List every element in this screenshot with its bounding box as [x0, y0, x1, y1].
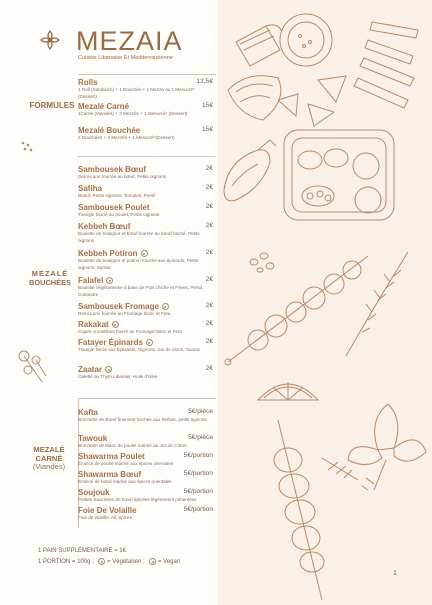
item-description: Petites Saucisses de bœuf épicées légèrement pimentées [78, 497, 197, 502]
item-name: Mezalé Bouchée [78, 126, 141, 135]
item-name: Rolls [78, 78, 98, 87]
menu-item [78, 78, 213, 101]
item-description: Boulette de boulgour et bœuf fourrée au bœuf haché, Petits oignons [78, 231, 200, 243]
item-description: Triangle fourré au poulet, Petits oignons [78, 212, 160, 217]
item-price: 5€/pièce [188, 434, 213, 441]
item-price: 15€ [201, 102, 213, 109]
formules-top-divider [78, 74, 216, 75]
food-illustrations [218, 0, 432, 605]
item-description: Triangle farcie aux Épinards, Oignons, Jus de citron, Sumac [78, 347, 201, 352]
item-description: 1Carné (Viandes) + 3 Mezzés + 1 Mesucré* (Dessert) [78, 111, 188, 116]
item-description: Boulette végétarienne à base de Pois chiche et Fèves, Persil, Coriandre [78, 285, 204, 297]
vegetarian-icon [162, 303, 169, 310]
menu-item [78, 338, 213, 354]
cigars-illustration [354, 22, 418, 108]
hummus-bowl-illustration [280, 14, 332, 66]
item-name: Soujouk [78, 488, 110, 497]
item-description: Brochette de blanc de poulet mariné au Jus de Citron [78, 443, 187, 448]
item-description: Cigare croustillant fourré au Fromage blanc et Feta [78, 329, 182, 334]
item-name: Kafta [78, 408, 99, 417]
page-number: 1 [393, 570, 397, 577]
item-description: Galette au Thym Libanais, Huile d'olive [78, 374, 158, 379]
section-label-line: (Viandes) [32, 462, 66, 472]
item-description: 2 Bouchées + 3 Mezzés + 1 Mesucré*(Dessert) [78, 135, 175, 140]
menu-item [78, 165, 213, 181]
footer-extra-bread: 1 PAIN SUPPLÉMENTAIRE = 1€ [38, 548, 126, 554]
item-price: 12,5€ [196, 78, 213, 85]
item-description: Demi-Lune fourrée au Fromage blanc et Feta [78, 311, 171, 316]
item-name: Sambousek Fromage [78, 302, 159, 311]
sprig-icon [16, 346, 52, 386]
menu-item [78, 276, 213, 299]
item-price: 15€ [201, 126, 213, 133]
item-price: 2€ [205, 184, 213, 191]
item-name: Mezalé Carné [78, 102, 130, 111]
lemon-illustration [258, 382, 318, 400]
item-price: 2€ [205, 320, 213, 327]
item-description: Brochette de Bœuf finement hachée aux herbes, petits oignons [78, 417, 207, 422]
section-label-line: MEZALÉ [31, 269, 69, 278]
menu-item [78, 408, 213, 424]
item-price: 2€ [205, 302, 213, 309]
item-price: 2€ [205, 249, 213, 256]
item-price: 5€/portion [183, 488, 213, 495]
menu-item [78, 102, 213, 118]
section-label-line: CARNÉ [35, 453, 63, 463]
item-price: 5€/portion [183, 452, 213, 459]
menu-item [78, 452, 213, 468]
item-name: Safiha [78, 184, 103, 193]
item-price: 2€ [205, 222, 213, 229]
section-label-bouchees [22, 270, 78, 287]
menu-item [78, 249, 213, 272]
menu-item [78, 222, 213, 245]
section-label-line: BOUCHÉES [29, 277, 71, 287]
item-name: Shawarma Poulet [78, 452, 145, 461]
vegetarian-icon [98, 558, 105, 565]
menu-item [78, 126, 213, 142]
seeds-illustration [250, 253, 274, 272]
footer-vegetarian-label: = Végétarien ; [107, 559, 145, 566]
section-label-carne [22, 446, 76, 472]
footer-legend [38, 558, 180, 565]
item-name: Shawarma Bœuf [78, 470, 142, 479]
item-name: Rakakat [78, 320, 109, 329]
vegetarian-icon [141, 250, 148, 257]
samosa-illustration [278, 76, 346, 126]
section-label-line: MEZALÉ [33, 445, 65, 454]
item-name: Kebbeh Potiron [78, 249, 138, 258]
item-price: 5€/portion [183, 470, 213, 477]
vegan-icon [105, 366, 112, 373]
item-description: Émincé de poulet mariné aux épices orientales [78, 461, 174, 466]
food-illustration-panel [218, 0, 432, 605]
vegetarian-icon [112, 321, 119, 328]
eggplant-illustration [224, 140, 276, 201]
item-price: 2€ [205, 365, 213, 372]
item-description: Boeuf, Petits oignons, Tomates, Persil [78, 193, 156, 198]
item-description: 1 Roll (Sandwich) + 1 Bouchée + 1 Mezza ou 1 Mesucré*(Dessert) [78, 87, 195, 99]
item-name: Tawouk [78, 434, 108, 443]
vegan-icon [106, 277, 113, 284]
menu-item [78, 320, 213, 336]
item-name: Kebbeh Bœuf [78, 222, 131, 231]
item-name: Foie De Volaille [78, 506, 137, 515]
item-name: Fatayer Épinards [78, 338, 143, 347]
item-description: Émincé de bœuf mariné aux épices orientales [78, 479, 172, 484]
menu-item [78, 470, 213, 486]
saffron-flower-illustration [348, 404, 426, 490]
lotus-logo-icon [38, 28, 62, 52]
herbs-illustration [322, 458, 358, 480]
vegan-icon [149, 558, 156, 565]
skewer-illustration [225, 256, 368, 365]
decorative-dots-icon [20, 140, 36, 154]
item-name: Sambousek Bœuf [78, 165, 147, 174]
footer-portion: 1 PORTION = 100g ; [38, 559, 94, 566]
menu-item [78, 184, 213, 200]
menu-item [78, 203, 213, 219]
menu-item [78, 365, 213, 381]
item-price: 2€ [205, 165, 213, 172]
item-name: Zaatar [78, 365, 103, 374]
brand-title: MEZAIA [76, 26, 183, 56]
item-description: Foie de volaille, Ail, épices [78, 515, 132, 520]
menu-item [78, 506, 213, 522]
wrap-illustration [228, 25, 282, 120]
item-price: 2€ [205, 338, 213, 345]
mezze-platter-illustration [284, 130, 394, 220]
item-price: 5€/portion [183, 506, 213, 513]
item-description: Boulette de boulgour et potiron fourrée aux épinards, Petits oignons, Sumac [78, 258, 199, 270]
item-price: 2€ [205, 276, 213, 283]
vegan-icon [146, 339, 153, 346]
item-price: 5€/pièce [188, 408, 213, 415]
rosemary-illustration [346, 252, 408, 356]
menu-item [78, 302, 213, 318]
chicken-skewer-illustration [274, 420, 324, 600]
item-name: Sambousek Poulet [78, 203, 150, 212]
item-description: Demi-Lune fourrée au bœuf, Petits oignons [78, 174, 167, 179]
brand-subtitle: Cuisine Libanaise Et Mediterranéenne [78, 55, 173, 61]
carne-top-divider [78, 398, 216, 399]
menu-item [78, 434, 213, 450]
section-label-formules: FORMULES [29, 101, 75, 110]
brand-header [38, 26, 208, 62]
footer-vegan-label: = Vegan [157, 559, 181, 566]
item-name: Falafel [78, 276, 104, 285]
bouchees-top-divider [78, 156, 216, 157]
item-price: 2€ [205, 203, 213, 210]
menu-item [78, 488, 213, 504]
